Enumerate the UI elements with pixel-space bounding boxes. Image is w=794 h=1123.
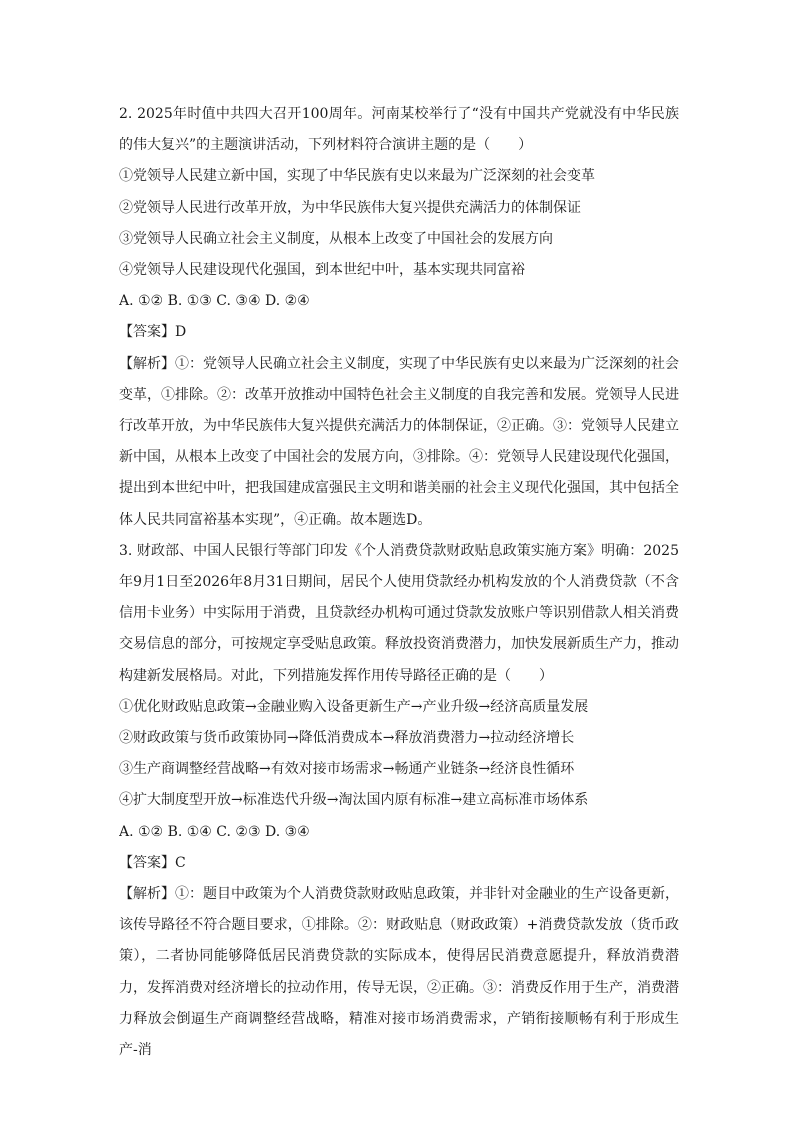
question-3-option-1: ①优化财政贴息政策→金融业购入设备更新生产→产业升级→经济高质量发展 <box>119 698 589 715</box>
question-3-option-2: ②财政政策与货币政策协同→降低消费成本→释放消费潜力→拉动经济增长 <box>119 729 575 746</box>
question-2 <box>119 99 679 536</box>
question-2-option-3: ③党领导人民确立社会主义制度，从根本上改变了中国社会的发展方向 <box>119 230 553 247</box>
question-3-option-4: ④扩大制度型开放→标准迭代升级→淘汰国内原有标准→建立高标准市场体系 <box>119 792 589 809</box>
question-3 <box>119 536 679 1066</box>
question-2-analysis: 【解析】①：党领导人民确立社会主义制度，实现了中华民族有史以来最为广泛深刻的社会变革，①排除。②：改革开放推动中国特色社会主义制度的自我完善和发展。党领导人民进行改革开放，为中华民族伟大复兴提供充满活力的体制保证，②正确。③：党领导人民建立新中国，从根本上改变了中国社会的发展方向，③排除。④：党领导人民建设现代化强国，提出到本世纪中叶，把我国建成富强民主文明和谐美丽的社会主义现代化强国，其中包括全体人民共同富裕基本实现”，④正确。故本题选D。 <box>119 355 679 528</box>
question-3-option-3: ③生产商调整经营战略→有效对接市场需求→畅通产业链条→经济良性循环 <box>119 761 575 778</box>
question-3-choices: A. ①② B. ①④ C. ②③ D. ③④ <box>119 823 310 840</box>
question-2-stem: 2. 2025年时值中共四大召开100周年。河南某校举行了“没有中国共产党就没有中华民族的伟大复兴”的主题演讲活动，下列材料符合演讲主题的是（ ） <box>119 106 679 154</box>
question-2-choices: A. ①② B. ①③ C. ③④ D. ②④ <box>119 293 310 310</box>
question-3-answer: 【答案】C <box>119 854 186 871</box>
question-2-answer: 【答案】D <box>119 324 187 341</box>
document-content <box>119 99 679 1066</box>
question-3-analysis: 【解析】①：题目中政策为个人消费贷款财政贴息政策，并非针对金融业的生产设备更新，该传导路径不符合题目要求，①排除。②：财政贴息（财政政策）+消费贷款发放（货币政策），二者协同能够降低居民消费贷款的实际成本，使得居民消费意愿提升，释放消费潜力，发挥消费对经济增长的拉动作用，传导无误，②正确。③：消费反作用于生产，消费潜力释放会倒逼生产商调整经营战略，精准对接市场消费需求，产销衔接顺畅有利于形成生产-消 <box>119 885 679 1058</box>
question-2-option-2: ②党领导人民进行改革开放，为中华民族伟大复兴提供充满活力的体制保证 <box>119 199 581 216</box>
question-3-stem: 3. 财政部、中国人民银行等部门印发《个人消费贷款财政贴息政策实施方案》明确：2025年9月1日至2026年8月31日期间，居民个人使用贷款经办机构发放的个人消费贷款（不含信用卡业务）中实际用于消费，且贷款经办机构可通过贷款发放账户等识别借款人相关消费交易信息的部分，可按规定享受贴息政策。释放投资消费潜力，加快发展新质生产力，推动构建新发展格局。对此，下列措施发挥作用传导路径正确的是（ ） <box>119 542 679 684</box>
question-2-option-4: ④党领导人民建设现代化强国，到本世纪中叶，基本实现共同富裕 <box>119 261 525 278</box>
question-2-option-1: ①党领导人民建立新中国，实现了中华民族有史以来最为广泛深刻的社会变革 <box>119 168 595 185</box>
